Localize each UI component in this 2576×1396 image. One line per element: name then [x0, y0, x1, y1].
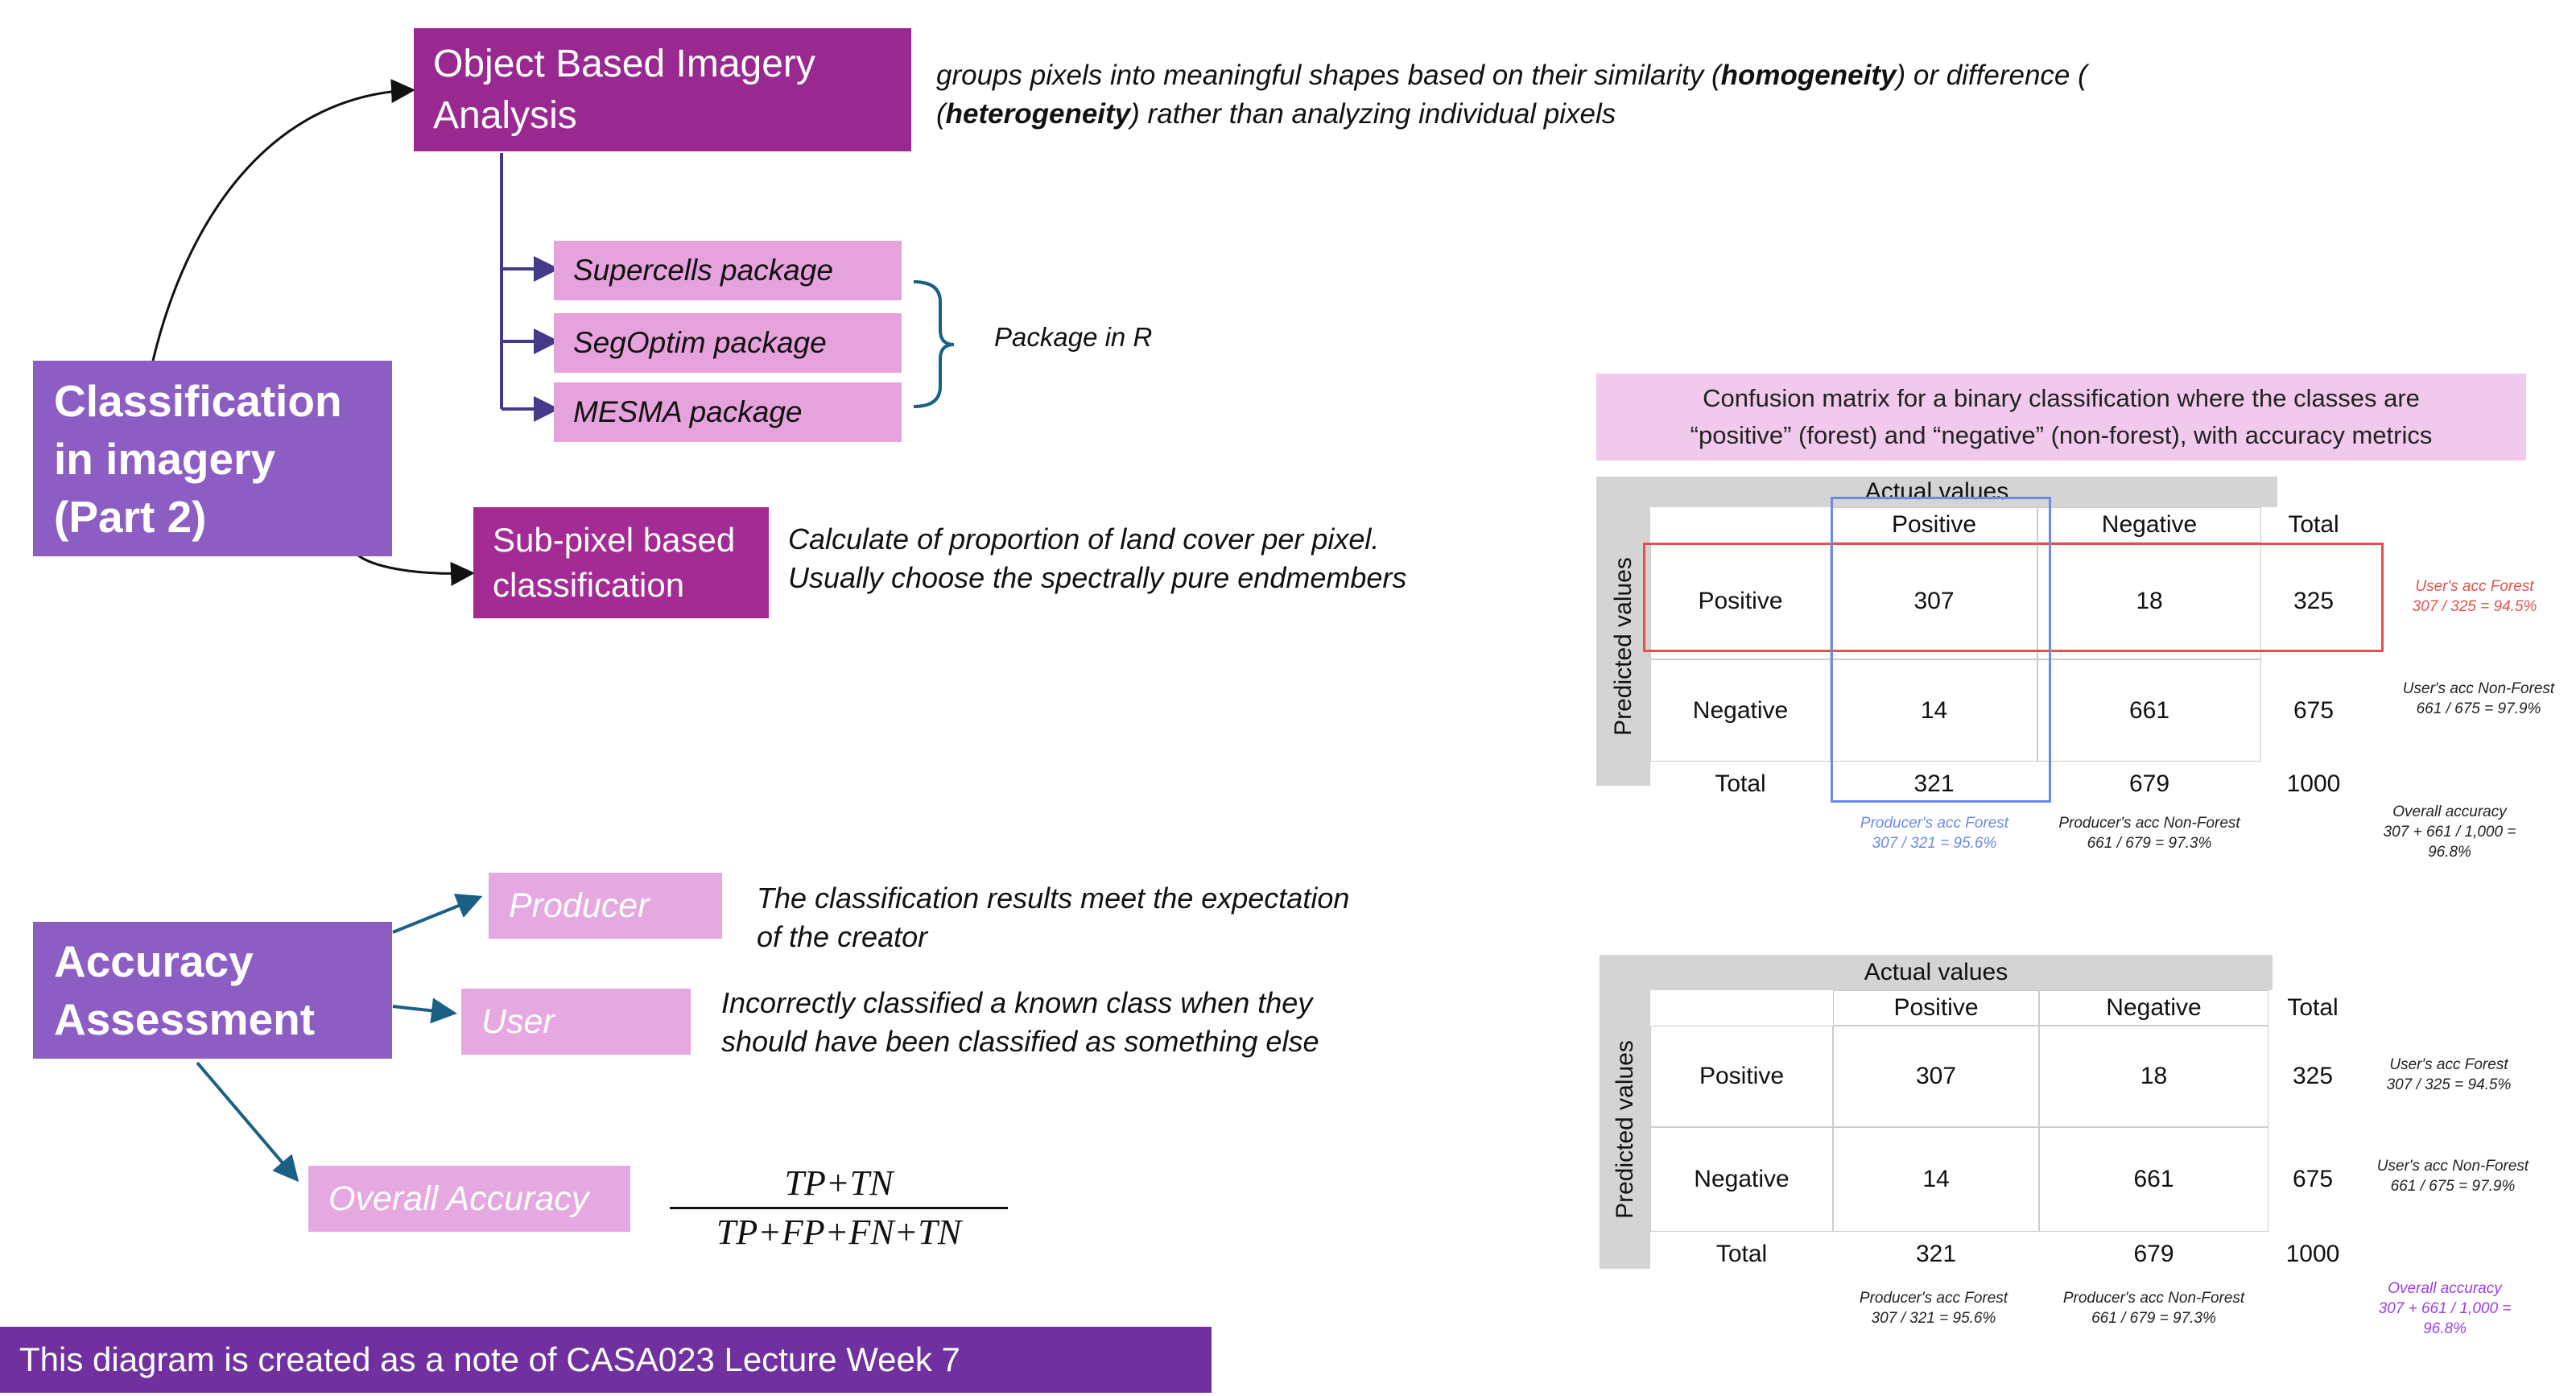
- cell-fp: 18: [2037, 543, 2261, 659]
- obia-description: groups pixels into meaningful shapes based on their similarity (homogeneity) or difference ( (heterogeneity) rather than analyzing individual pixels: [936, 60, 2087, 130]
- header-positive: Positive: [1833, 990, 2039, 1026]
- footer-text: This diagram is created as a note of CASA023 Lecture Week 7: [19, 1340, 960, 1378]
- overall-accuracy-box: Overall Accuracy: [308, 1166, 630, 1232]
- accuracy-title: Accuracy Assessment: [54, 936, 316, 1044]
- cell-row-pos-total: 325: [2292, 1063, 2334, 1089]
- note-overall-accuracy: Overall accuracy 307 + 661 / 1,000 = 96.8%: [2378, 1280, 2512, 1337]
- package-supercells: Supercells package: [554, 241, 902, 300]
- arrow-to-subpixel: [358, 556, 470, 573]
- arrow-producer: [393, 898, 477, 932]
- cell-col-neg-total: 679: [2133, 1241, 2174, 1267]
- cell-tn: 661: [2037, 659, 2261, 762]
- formula-numerator: TP+TN: [784, 1163, 894, 1203]
- cell-tp: 307: [1831, 543, 2037, 659]
- confusion-matrix-1: [1596, 477, 2576, 879]
- arrow-user: [393, 1006, 451, 1013]
- row-label-positive: Positive: [1650, 1026, 1833, 1127]
- note-producers-forest: Producer's acc Forest 307 / 321 = 95.6%: [1860, 815, 2009, 852]
- formula-fraction-bar: [670, 1207, 1008, 1209]
- highlight-positive-column: [1831, 497, 2051, 803]
- cell-row-neg-total: 675: [2292, 1166, 2334, 1192]
- producer-description: The classification results meet the expectation of the creator: [757, 882, 1350, 953]
- heterogeneity-term: heterogeneity: [945, 98, 1131, 130]
- formula-denominator: TP+FP+FN+TN: [716, 1212, 962, 1252]
- actual-header-band: Actual values: [1600, 955, 2273, 990]
- subpixel-title: Sub-pixel based classification: [493, 521, 736, 604]
- matrix-caption: Confusion matrix for a binary classification where the classes are “positive” (forest) and “negative” (non-forest), with accuracy metrics: [1596, 374, 2526, 461]
- user-description: Incorrectly classified a known class when they should have been classified as something else: [721, 986, 1319, 1058]
- classification-box: [33, 361, 392, 556]
- note-producers-nonforest: Producer's acc Non-Forest 661 / 679 = 97.3%: [2058, 815, 2240, 852]
- row-label-total: Total: [1715, 1241, 1768, 1267]
- row-label-positive: Positive: [1650, 543, 1831, 659]
- footer-banner: [0, 1327, 1212, 1393]
- header-total: Total: [2288, 511, 2339, 538]
- cell-tp: 307: [1833, 1026, 2039, 1127]
- cell-fp: 18: [2039, 1026, 2268, 1127]
- cell-fn: 14: [1833, 1127, 2039, 1232]
- obia-box: [414, 28, 911, 151]
- cell-row-pos-total: 325: [2293, 587, 2334, 614]
- producer-box: Producer: [489, 873, 722, 939]
- predicted-side-band: Predicted values: [1600, 990, 1650, 1269]
- cell-fn: 14: [1831, 659, 2037, 762]
- cell-row-neg-total: 675: [2293, 696, 2334, 724]
- row-label-negative: Negative: [1650, 659, 1831, 762]
- header-positive: Positive: [1831, 507, 2037, 543]
- accuracy-box: [33, 922, 392, 1059]
- actual-header-band: Actual values: [1596, 477, 2277, 507]
- user-box: User: [461, 989, 691, 1055]
- header-total: Total: [2287, 994, 2339, 1021]
- package-mesma: MESMA package: [554, 382, 902, 442]
- packages-brace: [914, 282, 954, 407]
- overall-accuracy-formula: [670, 1163, 1008, 1253]
- header-negative: Negative: [2039, 990, 2268, 1026]
- cell-col-neg-total: 679: [2128, 770, 2170, 797]
- homogeneity-term: homogeneity: [1720, 60, 1897, 91]
- note-users-nonforest: User's acc Non-Forest 661 / 675 = 97.9%: [2402, 680, 2555, 717]
- note-overall-accuracy: Overall accuracy 307 + 661 / 1,000 = 96.8%: [2383, 803, 2516, 861]
- row-label-negative: Negative: [1650, 1127, 1833, 1232]
- arrow-to-obia: [153, 90, 411, 361]
- packages-label: Package in R: [994, 322, 1153, 352]
- predicted-side-band: Predicted values: [1596, 507, 1650, 786]
- classification-title: Classification in imagery (Part 2): [54, 375, 342, 542]
- arrow-overall: [197, 1063, 295, 1177]
- note-users-forest: User's acc Forest 307 / 325 = 94.5%: [2386, 1056, 2512, 1093]
- obia-title: Object Based Imagery Analysis: [433, 42, 815, 137]
- package-segoptim: SegOptim package: [554, 313, 902, 373]
- subpixel-description: Calculate of proportion of land cover per pixel. Usually choose the spectrally pure endmembers: [788, 522, 1407, 594]
- note-users-forest: User's acc Forest 307 / 325 = 94.5%: [2412, 578, 2537, 615]
- cell-tn: 661: [2039, 1127, 2268, 1232]
- note-producers-nonforest: Producer's acc Non-Forest 661 / 679 = 97.3%: [2062, 1290, 2245, 1327]
- cell-col-pos-total: 321: [1915, 1241, 1957, 1267]
- row-label-total: Total: [1715, 770, 1766, 797]
- note-producers-forest: Producer's acc Forest 307 / 321 = 95.6%: [1859, 1290, 2008, 1327]
- cell-grand-total: 1000: [2286, 770, 2341, 797]
- note-users-nonforest: User's acc Non-Forest 661 / 675 = 97.9%: [2376, 1158, 2529, 1195]
- subpixel-box: [473, 507, 769, 618]
- confusion-matrix-2: [1600, 955, 2576, 1357]
- header-negative: Negative: [2037, 507, 2261, 543]
- cell-grand-total: 1000: [2285, 1241, 2340, 1267]
- cell-col-pos-total: 321: [1913, 770, 1955, 797]
